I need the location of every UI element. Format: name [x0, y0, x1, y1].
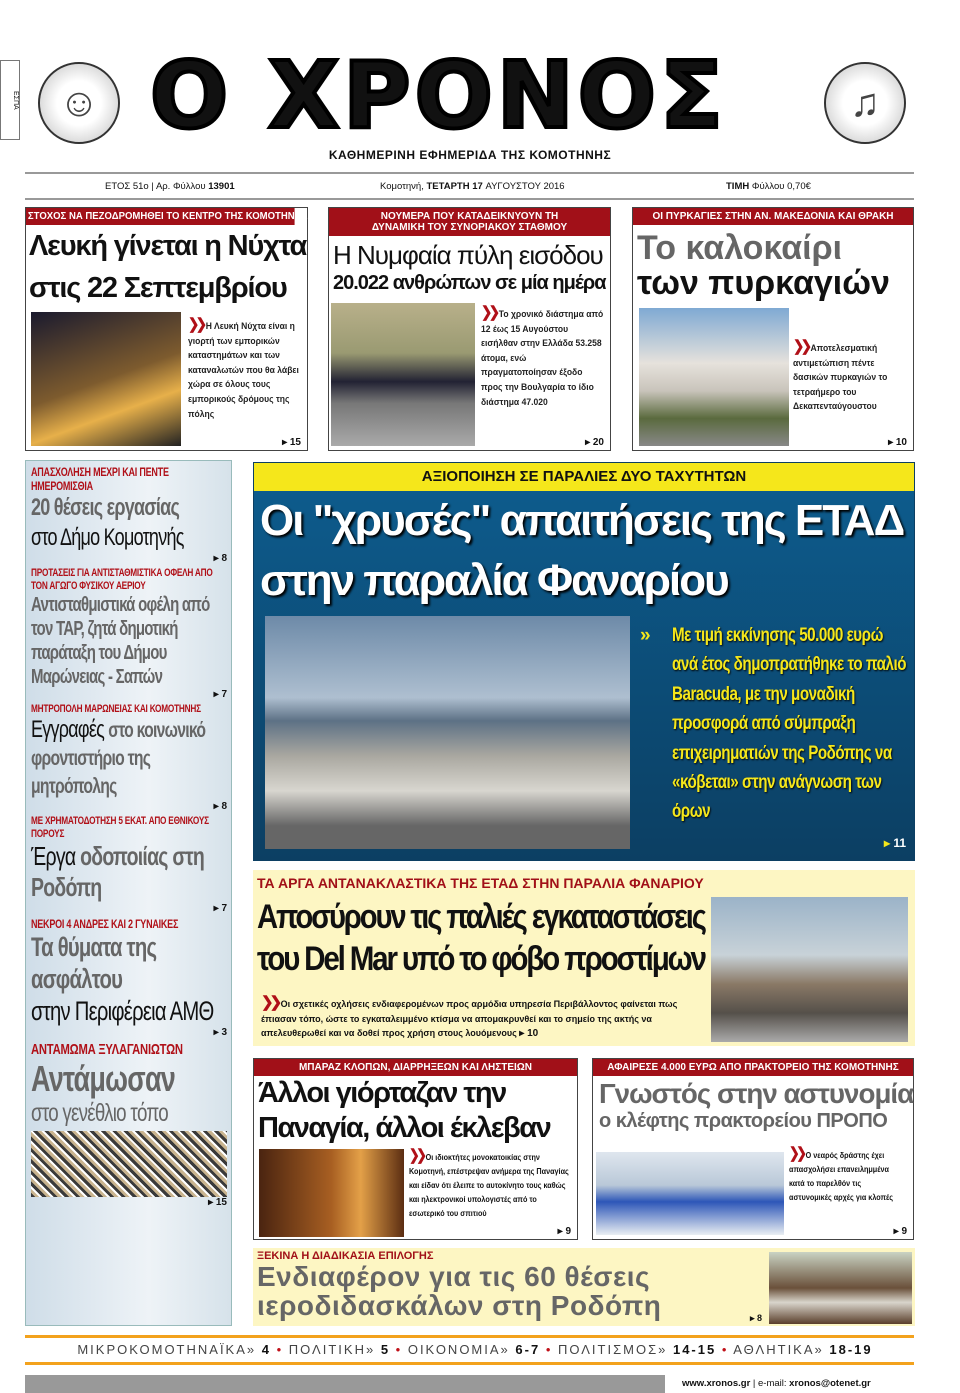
page-ref[interactable]: ▸ 9	[557, 1226, 571, 1237]
bullet-separator: •	[716, 1342, 734, 1357]
section-link[interactable]	[289, 1342, 390, 1357]
page-number: 8	[221, 801, 227, 812]
bullet-separator: •	[271, 1342, 289, 1357]
headline: Γνωστός στην αστυνομία	[598, 1078, 914, 1109]
headline-light: Η Νυμφαία πύλη εισόδου	[333, 240, 603, 270]
headline-light: Εγγραφές	[31, 716, 109, 743]
betting-shop-photo	[596, 1152, 784, 1235]
headline-block	[31, 716, 227, 801]
kicker: ΝΟΥΜΕΡΑ ΠΟΥ ΚΑΤΑΔΕΙΚΝΥΟΥΝ ΤΗ ΔΥΝΑΜΙΚΗ ΤΟΥ ΣΥΝΟΡΙΑΚΟΥ ΣΤΑΘΜΟΥ	[329, 208, 610, 236]
headline-line: Οι "χρυσές" απαιτήσεις της ΕΤΑΔ	[260, 496, 904, 545]
page-ref[interactable]: ▸ 8	[213, 553, 227, 564]
divider	[25, 1335, 914, 1338]
kicker: ΟΙ ΠΥΡΚΑΓΙΕΣ ΣΤΗΝ ΑΝ. ΜΑΚΕΔΟΝΙΑ ΚΑΙ ΘΡΑΚΗ	[633, 208, 913, 225]
page-number: 10	[527, 1028, 539, 1039]
chevron-icon: ❯❯	[793, 338, 809, 355]
section-name: ΜΙΚΡΟΚΟΜΟΤΗΝΑΪΚΑ»	[77, 1342, 257, 1357]
kicker: ΤΑ ΑΡΓΑ ΑΝΤΑΝΑΚΛΑΣΤΙΚΑ ΤΗΣ ΕΤΑΔ ΣΤΗΝ ΠΑΡΑΛΙΑ ΦΑΝΑΡΙΟΥ	[257, 875, 704, 891]
kicker: ΝΕΚΡΟΙ 4 ΑΝΔΡΕΣ ΚΑΙ 2 ΓΥΝΑΙΚΕΣ	[31, 917, 179, 931]
page-number: 9	[565, 1226, 571, 1237]
separator: | e-mail:	[750, 1378, 790, 1389]
issue-info	[105, 181, 235, 192]
page-number: 8	[757, 1313, 763, 1323]
summary: Το χρονικό διάστημα από 12 έως 15 Αυγούστου εισήλθαν στην Ελλάδα 53.258 άτομα, ενώ πραγματοποίησαν έξοδο προς την Βουλγαρία το ίδιο διάστημα 47.020	[481, 309, 604, 408]
headline-line: Άλλοι γιόρταζαν την	[258, 1077, 506, 1109]
page-ref[interactable]: ▸ 7	[213, 689, 227, 700]
headline-black: των πυρκαγιών	[637, 264, 890, 302]
headline-line: Παναγία, άλλοι έκλεβαν	[258, 1112, 551, 1144]
headline-line: ιεροδιδασκάλων στη Ροδόπη	[257, 1290, 662, 1321]
kicker: ΜΗΤΡΟΠΟΛΗ ΜΑΡΩΝΕΙΑΣ ΚΑΙ ΚΟΜΟΤΗΝΗΣ	[31, 703, 201, 715]
summary: Οι σχετικές οχλήσεις ενδιαφερομένων προς αρμόδια υπηρεσία Περιβάλλοντος φαίνεται πως έπιασαν τόπο, ώστε το εγκαταλειμμένο κτίσμα να απομακρυνθεί και το σημείο της ακτής να απελευθερωθεί και να δοθεί προς χρήση στους λουόμενους	[261, 999, 678, 1038]
headline-light: στο γενέθλιο τόπο	[31, 1099, 168, 1127]
page-number: 3	[221, 1027, 227, 1038]
page-ref[interactable]	[884, 836, 906, 850]
email-link[interactable]: xronos@otenet.gr	[789, 1378, 871, 1389]
kicker: ΠΡΟΤΑΣΕΙΣ ΓΙΑ ΑΝΤΙΣΤΑΘΜΙΣΤΙΚΑ ΟΦΕΛΗ ΑΠΟ ΤΟΝ ΑΓΩΓΟ ΦΥΣΙΚΟΥ ΑΕΡΙΟΥ	[31, 567, 213, 592]
headline: Τα θύματα της ασφάλτου	[31, 932, 157, 994]
headline	[253, 896, 705, 980]
day: ΤΕΤΑΡΤΗ 17	[426, 181, 486, 192]
section-link[interactable]	[733, 1342, 872, 1357]
page-number: 11	[893, 836, 906, 850]
audience-photo	[769, 1252, 912, 1324]
kicker: ΣΤΟΧΟΣ ΝΑ ΠΕΖΟΔΡΟΜΗΘΕΙ ΤΟ ΚΕΝΤΡΟ ΤΗΣ ΚΟΜΟΤΗΝΗΣ	[26, 208, 295, 225]
headline: Αντισταθμιστικά οφέλη από τον TAP, ζητά δημοτική παράταξη του Δήμου Μαρώνειας - Σαπών	[31, 594, 210, 688]
page-ref[interactable]: ▸ 10	[888, 437, 907, 448]
kicker: ΑΝΤΑΜΩΜΑ ΞΥΛΑΓΑΝΙΩΤΩΝ	[31, 1041, 183, 1058]
summary-block	[409, 1149, 574, 1220]
page-number: 15	[215, 1197, 227, 1208]
section-name: ΟΙΚΟΝΟΜΙΑ»	[407, 1342, 510, 1357]
chevron-icon: ❯❯	[789, 1145, 804, 1162]
page-ref[interactable]: ▸ 8	[213, 801, 227, 812]
top-story-1[interactable]	[25, 207, 308, 451]
lead-summary: Με τιμή εκκίνησης 50.000 ευρώ ανά έτος δημοπρατήθηκε το παλιό Baracuda, με την μοναδική προσφορά από σύμπραξη επιχειρηματιών της Ροδόπης να «κόβεται» στην ανάγνωση των όρων	[672, 625, 907, 823]
festival-crowd-photo	[31, 1131, 227, 1197]
headline: 20 θέσεις εργασίας	[31, 494, 180, 521]
chevron-icon: »	[640, 625, 651, 646]
sections-index	[40, 1342, 910, 1358]
page-ref[interactable]: ▸ 10	[519, 1028, 539, 1039]
summary-block	[261, 996, 701, 1042]
newspaper-subtitle: ΚΑΘΗΜΕΡΙΝΗ ΕΦΗΜΕΡΙΔΑ ΤΗΣ ΚΟΜΟΤΗΝΗΣ	[328, 148, 612, 162]
headline-bold: 20.022 ανθρώπων σε μία ημέρα	[333, 272, 606, 294]
kicker: ΜΕ ΧΡΗΜΑΤΟΔΟΤΗΣΗ 5 ΕΚΑΤ. ΑΠΟ ΕΘΝΙΚΟΥΣ ΠΟΡΟΥΣ	[31, 815, 209, 840]
newspaper-title[interactable]: Ο ΧΡΟΝΟΣ	[150, 42, 727, 149]
sidebar-item[interactable]	[31, 567, 227, 700]
summary: Ο νεαρός δράστης έχει απασχολήσει επανειλημμένα κατά το παρελθόν τις αστυνομικές αρχές για κλοπές	[789, 1150, 894, 1202]
summary-block	[793, 340, 910, 415]
sidebar-item[interactable]	[31, 815, 227, 914]
sidebar	[25, 460, 232, 1326]
place: Κομοτηνή,	[380, 181, 427, 192]
page-number: 9	[901, 1226, 907, 1237]
bullet-separator: •	[540, 1342, 558, 1357]
section-link[interactable]	[558, 1342, 716, 1357]
border-station-photo	[331, 303, 475, 446]
page-number: 7	[221, 689, 227, 700]
headline-light: στο Δήμο Κομοτηνής	[31, 524, 184, 551]
price-info	[726, 181, 811, 192]
section-link[interactable]	[408, 1342, 540, 1357]
headline-grey: Το καλοκαίρι	[637, 229, 843, 267]
summary: Αποτελεσματική αντιμετώπιση πέντε δασικών πυρκαγιών το τετραήμερο του Δεκαπενταύγουστου	[793, 343, 888, 413]
website-link[interactable]: www.xronos.gr	[682, 1378, 751, 1389]
headline-light: Έργα	[31, 841, 81, 871]
section-page: 6-7	[515, 1342, 541, 1357]
date-info	[380, 181, 565, 192]
headline	[26, 225, 307, 309]
crime-story[interactable]	[253, 1058, 578, 1240]
price: Φύλλου 0,70€	[751, 181, 811, 192]
page-ref[interactable]: ▸ 9	[893, 1226, 907, 1237]
section-name: ΑΘΛΗΤΙΚΑ»	[733, 1342, 824, 1357]
section-page: 5	[380, 1342, 391, 1357]
arrow-icon: ▸	[883, 836, 890, 850]
divider	[25, 1362, 914, 1365]
sidebar-item[interactable]	[31, 917, 227, 1038]
year-label: ΕΤΟΣ 51ο | Αρ. Φύλλου	[105, 181, 209, 192]
theft-story[interactable]	[592, 1058, 914, 1240]
headline-block	[31, 841, 227, 903]
contact-info	[682, 1378, 871, 1389]
section-name: ΠΟΛΙΤΙΣΜΟΣ»	[557, 1342, 668, 1357]
bullet-separator: •	[390, 1342, 408, 1357]
page-number: 10	[895, 437, 907, 448]
chevron-icon: ❯❯	[481, 304, 497, 321]
headline-sub: ο κλέφτης πρακτορείου ΠΡΟΠΟ	[599, 1110, 888, 1132]
kicker: ΑΞΙΟΠΟΙΗΣΗ ΣΕ ΠΑΡΑΛΙΕΣ ΔΥΟ ΤΑΧΥΤΗΤΩΝ	[254, 463, 914, 491]
section-page: 18-19	[829, 1342, 873, 1357]
night-street-photo	[31, 312, 181, 446]
headline-line: στην παραλία Φαναρίου	[260, 556, 728, 605]
headline-light: στην Περιφέρεια ΑΜΘ	[31, 996, 214, 1026]
top-story-3[interactable]	[632, 207, 914, 451]
page-ref[interactable]: ▸ 3	[213, 1027, 227, 1038]
page-number: 20	[592, 437, 604, 448]
lead-headline	[254, 491, 909, 611]
headline: οδοποιίας στη Ροδόπη	[31, 841, 205, 902]
headline: Αντάμωσαν	[31, 1058, 176, 1099]
sidebar-item[interactable]	[31, 465, 227, 564]
price-label: ΤΙΜΗ	[726, 181, 752, 192]
chevron-icon: ❯❯	[188, 316, 204, 333]
side-badge: ΕΣΠΑ	[0, 60, 20, 140]
lead-story[interactable]	[253, 462, 915, 861]
right-medallion-logo: ♫	[824, 62, 906, 144]
section-link[interactable]	[77, 1342, 271, 1357]
section-page: 14-15	[672, 1342, 717, 1357]
chevron-icon: ❯❯	[409, 1147, 424, 1164]
page-ref[interactable]: ▸ 15	[282, 437, 301, 448]
headline-line: του Del Mar υπό το φόβο προστίμων	[257, 940, 705, 978]
summary-block	[789, 1147, 901, 1204]
issue-number: 13901	[208, 181, 235, 192]
kicker: ΑΦΑΙΡΕΣΕ 4.000 ΕΥΡΩ ΑΠΟ ΠΡΑΚΤΟΡΕΙΟ ΤΗΣ ΚΟΜΟΤΗΝΗΣ	[593, 1059, 913, 1076]
kicker: ΑΠΑΣΧΟΛΗΣΗ ΜΕΧΡΙ ΚΑΙ ΠΕΝΤΕ ΗΜΕΡΟΜΙΣΘΙΑ	[31, 465, 169, 493]
demolished-building-photo	[711, 897, 908, 1042]
headline-line: Αποσύρουν τις παλιές εγκαταστάσεις	[257, 898, 705, 936]
kicker: ΞΕΚΙΝΑ Η ΔΙΑΔΙΚΑΣΙΑ ΕΠΙΛΟΓΗΣ	[257, 1250, 434, 1262]
second-story[interactable]	[253, 870, 915, 1046]
headline-line: στις 22 Σεπτεμβρίου	[29, 272, 287, 304]
summary-block	[188, 318, 303, 422]
beach-photo	[265, 616, 630, 849]
headline: στο κοινωνικό φροντιστήριο της μητρόπολης	[31, 719, 206, 798]
date: ΑΥΓΟΥΣΤΟΥ 2016	[485, 181, 565, 192]
summary: Οι ιδιοκτήτες μονοκατοικίας στην Κομοτηνή, επέστρεψαν ανήμερα της Παναγίας και είδαν ότι έλειπε το αυτοκίνητο τους καθώς και ηλεκτρονικοί υπολογιστές από το εσωτερικό του σπιτιού	[409, 1152, 569, 1218]
page-ref[interactable]: ▸ 8	[750, 1313, 763, 1323]
clergy-story[interactable]	[253, 1248, 915, 1326]
chevron-icon: ❯❯	[261, 994, 279, 1011]
divider	[25, 198, 914, 200]
top-story-2[interactable]	[328, 207, 611, 451]
summary: Η Λευκή Νύχτα είναι η γιορτή των εμπορικών καταστημάτων και των καταναλωτών που θα λάβει χώρα σε όλους τους εμπορικούς δρόμους της πόλης	[188, 321, 299, 420]
headline-line: Λευκή γίνεται η Νύχτα	[29, 230, 307, 262]
wildfire-smoke-photo	[639, 308, 789, 446]
page-number: 8	[221, 553, 227, 564]
summary-block	[481, 306, 603, 410]
kicker: ΜΠΑΡΑΖ ΚΛΟΠΩΝ, ΔΙΑΡΡΗΞΕΩΝ ΚΑΙ ΛΗΣΤΕΙΩΝ	[254, 1059, 577, 1076]
page-ref[interactable]: ▸ 15	[208, 1197, 227, 1208]
headline-line: Ενδιαφέρον για τις 60 θέσεις	[257, 1261, 651, 1292]
headline	[254, 1076, 577, 1146]
page-number: 7	[221, 903, 227, 914]
headline	[253, 1262, 743, 1320]
page-number: 15	[289, 437, 301, 448]
footer-bar	[25, 1375, 665, 1393]
page-ref[interactable]: ▸ 20	[585, 437, 604, 448]
left-medallion-logo: ☺	[38, 62, 120, 144]
sidebar-item[interactable]	[31, 1041, 227, 1208]
section-page: 4	[261, 1342, 271, 1357]
page-ref[interactable]: ▸ 7	[213, 903, 227, 914]
sidebar-item[interactable]	[31, 703, 227, 812]
burglar-photo	[259, 1149, 404, 1237]
section-name: ΠΟΛΙΤΙΚΗ»	[288, 1342, 376, 1357]
divider	[25, 172, 914, 174]
